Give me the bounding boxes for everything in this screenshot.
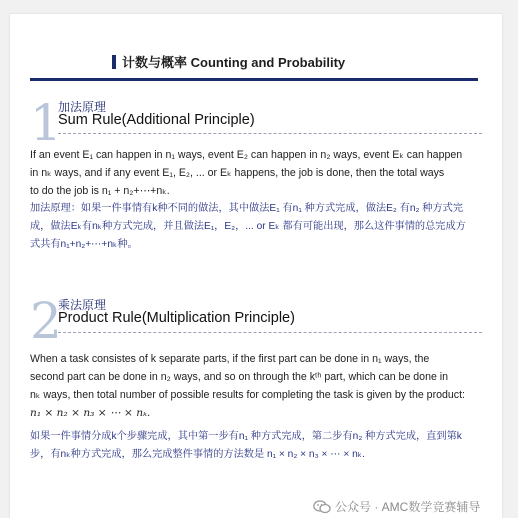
body-line: 成，做法Eₖ有nₖ种方式完成，并且做法E₁，E₂，... or Eₖ 都有可能出现，那么这件事情的总完成方 — [30, 221, 466, 232]
section-body-en — [30, 146, 462, 200]
section-divider — [58, 133, 482, 134]
section-body-en — [30, 350, 465, 422]
section-title-cn: 乘法原理 — [58, 298, 107, 312]
section-title-en: Product Rule(Multiplication Principle) — [58, 310, 295, 326]
body-line: n₁ × n₂ × n₃ × ⋯ × nₖ. — [30, 407, 151, 419]
header-marker — [112, 55, 116, 69]
wechat-icon — [313, 500, 331, 514]
body-line: second part can be done in n₂ ways, and so on through the kᵗʰ part, which can be done in — [30, 371, 449, 383]
section-title-cn: 加法原理 — [58, 100, 107, 114]
section-number: 2 — [30, 292, 62, 350]
section-number: 1 — [30, 94, 62, 152]
section-title-en: Sum Rule(Additional Principle) — [58, 112, 255, 128]
section-divider — [58, 332, 482, 333]
body-line: When a task consistes of k separate parts, if the first part can be done in n₁ ways, the — [30, 353, 430, 365]
header-title: 计数与概率 Counting and Probability — [122, 55, 346, 70]
page-header — [10, 14, 502, 74]
body-line: 步，有nₖ种方式完成，那么完成整件事情的方法数是 n₁ × n₂ × n₃ × ⋯ × nₖ. — [30, 449, 365, 460]
section-body-cn — [30, 428, 462, 464]
body-line: 如果一件事情分成k个步骤完成，其中第一步有n₁ 种方式完成，第二步有n₂ 种方式完成，直到第k — [30, 431, 462, 442]
body-line: 加法原理：如果一件事情有k种不同的做法，其中做法E₁ 有n₁ 种方式完成，做法E₂ 有n₂ 种方式完 — [30, 203, 464, 214]
watermark — [313, 498, 480, 515]
body-line: 式共有n₁+n₂+⋯+nₖ种。 — [30, 239, 138, 250]
section-body-cn — [30, 200, 466, 254]
body-line: in nₖ ways, and if any event E₁, E₂, ... or Eₖ happens, the job is done, then the total ways — [30, 167, 445, 179]
watermark-text: 公众号 · AMC数学竞赛辅导 — [335, 500, 481, 514]
header-divider — [30, 78, 478, 81]
body-line: to do the job is n₁ + n₂+⋯+nₖ. — [30, 185, 170, 197]
body-line: If an event E₁ can happen in n₁ ways, event E₂ can happen in n₂ ways, event Eₖ can happen — [30, 149, 463, 161]
body-line: nₖ ways, then total number of possible results for completing the task is given by the product: — [30, 389, 465, 401]
document-page — [10, 14, 502, 518]
